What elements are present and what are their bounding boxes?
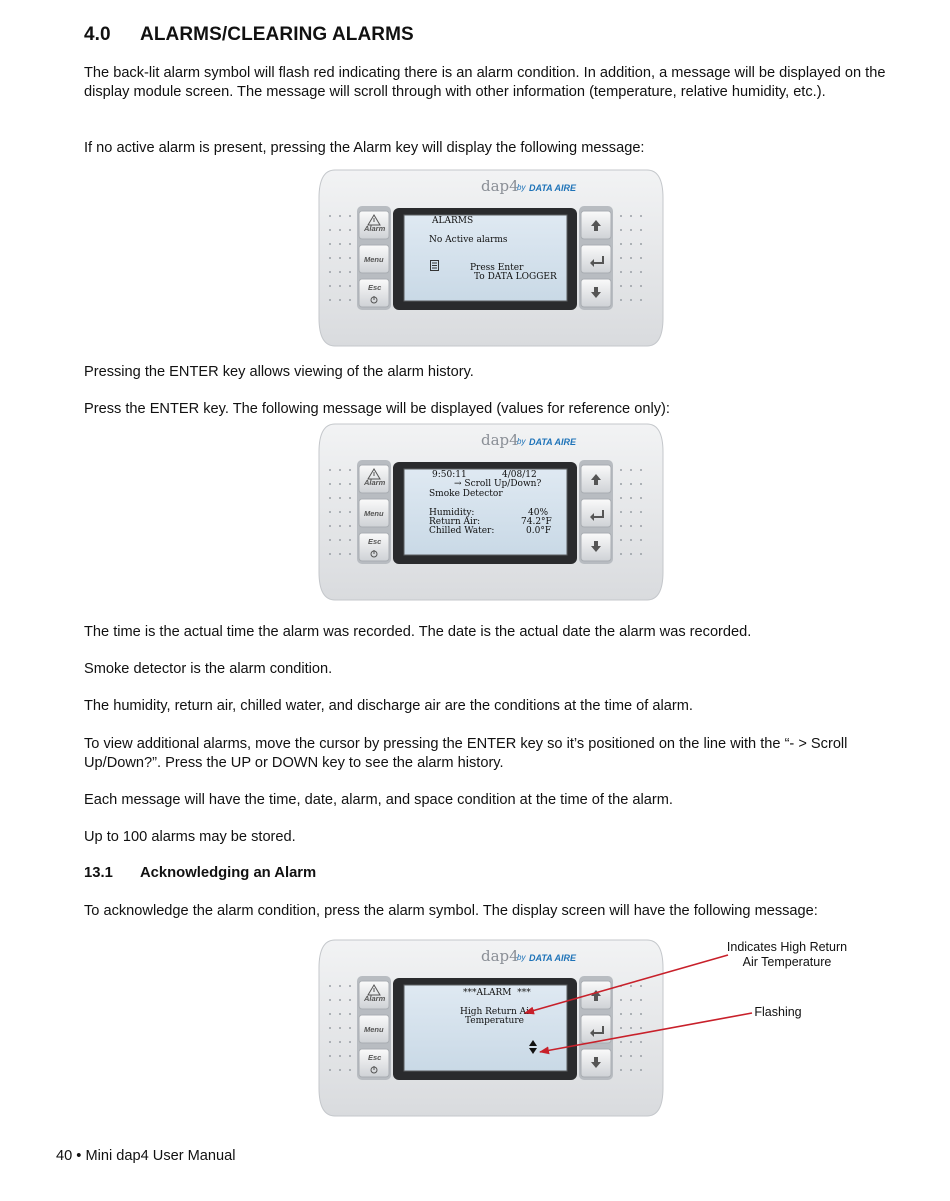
screen1-line3: To DATA LOGGER: [474, 272, 557, 282]
screen2-time: 9:50:11: [432, 470, 467, 480]
subsection-number: 13.1: [84, 865, 113, 881]
screen2-date: 4/08/12: [502, 470, 537, 480]
dap4-logo: dap4: [481, 177, 519, 195]
screen2-row-value: 40%: [528, 508, 549, 518]
screen3-line2: Temperature: [465, 1016, 524, 1026]
screen1-line2: Press Enter: [470, 263, 524, 273]
dap4-logo: dap4: [481, 431, 519, 449]
screen3-title: ***ALARM ***: [463, 988, 531, 998]
esc-key-label[interactable]: Esc: [368, 1053, 382, 1062]
brand-by: by: [517, 437, 526, 446]
esc-key-label[interactable]: Esc: [368, 537, 382, 546]
alarm-key-label[interactable]: Alarm: [364, 994, 386, 1003]
brand-name: DATA AIRE: [529, 953, 576, 963]
menu-key-label[interactable]: Menu: [364, 255, 384, 264]
dap4-logo: dap4: [481, 947, 519, 965]
paragraph-intro: The back-lit alarm symbol will flash red indicating there is an alarm condition. In addition, a message will be displayed on the display module screen. The message will scroll through with other information (temperature, relative humidity, etc.).: [84, 65, 886, 100]
screen2-row-value: 0.0°F: [526, 526, 552, 536]
screen2-row-label: Chilled Water:: [429, 526, 495, 536]
paragraph-view-additional: To view additional alarms, move the cursor by pressing the ENTER key so it’s positioned on the line with the “- > Scroll Up/Down?”. Press the UP or DOWN key to see the alarm history.: [84, 736, 848, 771]
paragraph-time-date: The time is the actual time the alarm was recorded. The date is the actual date the alarm was recorded.: [84, 624, 752, 640]
menu-key-label[interactable]: Menu: [364, 509, 384, 518]
esc-key-label[interactable]: Esc: [368, 283, 382, 292]
paragraph-enter-history: Pressing the ENTER key allows viewing of the alarm history.: [84, 364, 474, 380]
paragraph-each-message: Each message will have the time, date, alarm, and space condition at the time of the alarm.: [84, 792, 673, 808]
section-title: ALARMS/CLEARING ALARMS: [140, 24, 414, 45]
brand-name: DATA AIRE: [529, 183, 576, 193]
annotation-high-return-air: [712, 940, 862, 970]
annotation-line: Indicates High Return: [726, 940, 848, 954]
menu-key-label[interactable]: Menu: [364, 1025, 384, 1034]
brand-name: DATA AIRE: [529, 437, 576, 447]
section-number: 4.0: [84, 24, 111, 45]
screen3-line1: High Return Air: [460, 1007, 534, 1017]
annotation-flashing: Flashing: [754, 1005, 802, 1019]
page-footer: 40 • Mini dap4 User Manual: [56, 1148, 236, 1164]
screen2-row-label: Humidity:: [429, 508, 475, 518]
paragraph-smoke: Smoke detector is the alarm condition.: [84, 661, 333, 677]
screen2-scroll: → Scroll Up/Down?: [454, 479, 542, 489]
paragraph-conditions: The humidity, return air, chilled water, and discharge air are the conditions at the time of alarm.: [84, 698, 693, 714]
screen2-alarm: Smoke Detector: [429, 489, 503, 499]
arrow-high-return-air: [525, 955, 728, 1013]
brand-by: by: [517, 953, 526, 962]
arrow-flashing: [540, 1013, 752, 1052]
paragraph-press-enter: Press the ENTER key. The following message will be displayed (values for reference only):: [84, 401, 670, 417]
screen2-row-value: 74.2°F: [521, 517, 552, 527]
alarm-key-label[interactable]: Alarm: [364, 224, 386, 233]
screen2-row-label: Return Air:: [429, 517, 481, 527]
screen1-line1: No Active alarms: [429, 235, 508, 245]
annotation-line: Air Temperature: [742, 955, 832, 969]
paragraph-storage: Up to 100 alarms may be stored.: [84, 829, 296, 845]
brand-by: by: [517, 183, 526, 192]
screen1-title: ALARMS: [432, 216, 474, 226]
paragraph-no-alarm: If no active alarm is present, pressing the Alarm key will display the following message:: [84, 140, 645, 156]
alarm-key-label[interactable]: Alarm: [364, 478, 386, 487]
paragraph-acknowledge: To acknowledge the alarm condition, press the alarm symbol. The display screen will have the following message:: [84, 903, 818, 919]
subsection-title: Acknowledging an Alarm: [140, 865, 317, 881]
